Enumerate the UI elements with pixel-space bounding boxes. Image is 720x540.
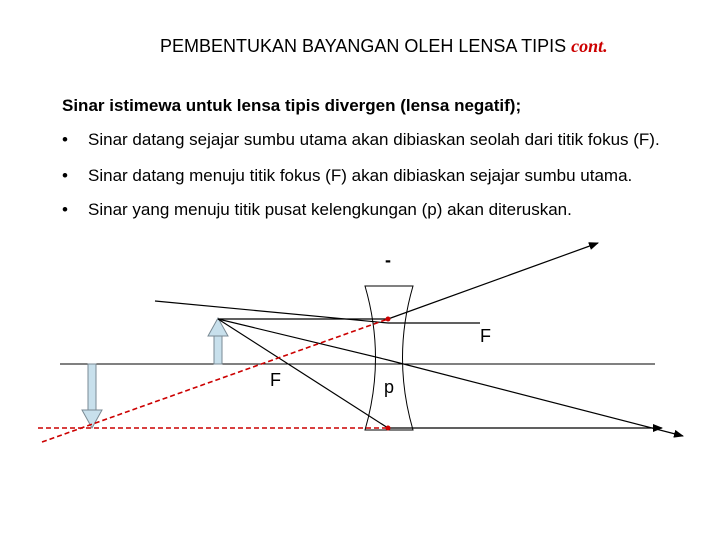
focus-label-left: F — [270, 370, 281, 390]
title-text: PEMBENTUKAN BAYANGAN OLEH LENSA TIPIS — [160, 36, 567, 56]
bullet-dot: • — [62, 200, 68, 219]
divergent-lens — [365, 286, 413, 430]
point-upper — [386, 317, 391, 322]
image-arrow — [82, 364, 102, 428]
bullet-dot: • — [62, 166, 68, 185]
bullet-text: Sinar datang menuju titik fokus (F) akan dibiaskan sejajar sumbu utama. — [88, 166, 633, 185]
bullet-dot: • — [62, 130, 68, 149]
ray-parallel-refracted — [388, 243, 598, 319]
lens-sign-label: - — [385, 250, 391, 270]
bullet-text: Sinar yang menuju titik pusat kelengkungan (p) akan diteruskan. — [88, 200, 572, 219]
ray-through-lens-refracted — [388, 360, 683, 436]
center-label: p — [384, 377, 395, 397]
bullet-text: Sinar datang sejajar sumbu utama akan dibiaskan seolah dari titik fokus (F). — [88, 130, 660, 149]
subtitle: Sinar istimewa untuk lensa tipis divergen (lensa negatif); — [62, 96, 522, 115]
focus-label-right: F — [480, 326, 491, 346]
ray-through-lens-incident — [218, 319, 388, 360]
ray-toward-focus-incident — [155, 301, 388, 323]
ray-center-incident — [218, 319, 388, 428]
object-arrow — [208, 318, 228, 364]
title-suffix: cont. — [571, 36, 608, 56]
point-lower — [386, 426, 391, 431]
